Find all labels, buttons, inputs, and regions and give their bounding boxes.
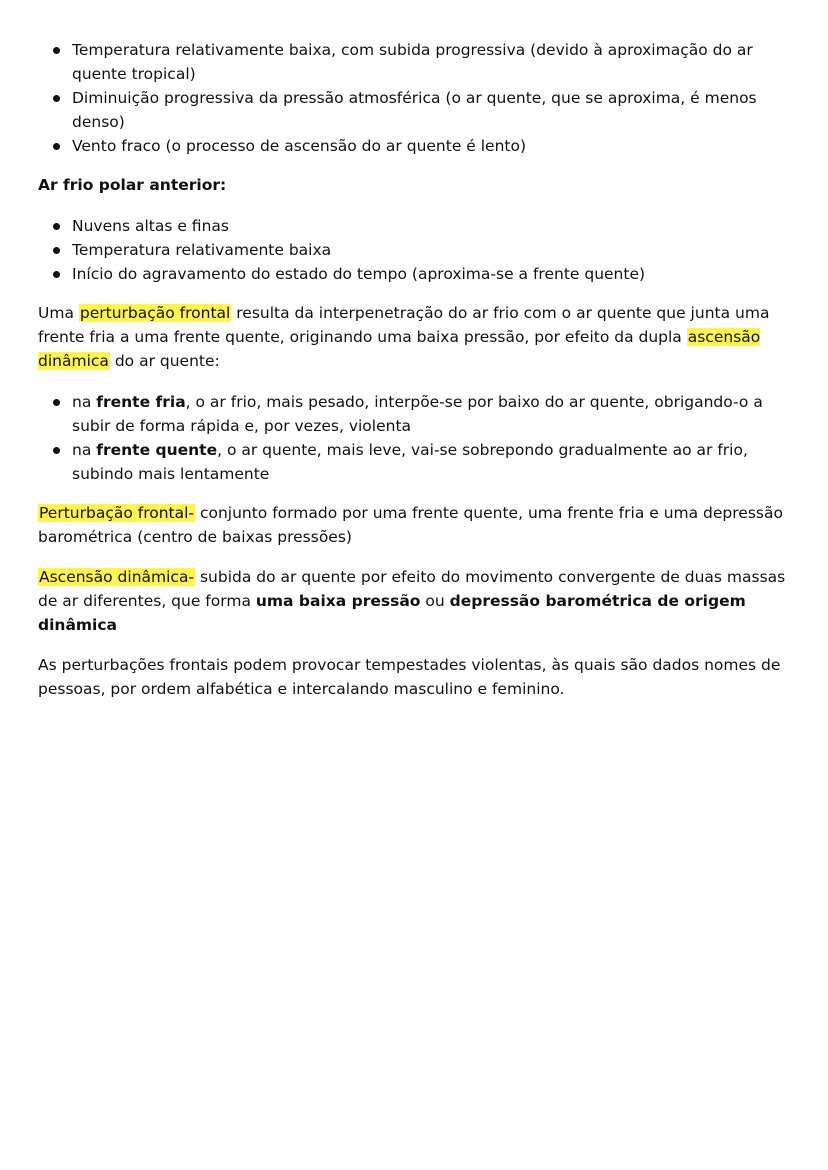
text-run: , o ar quente, mais leve, vai-se sobrepondo gradualmente ao ar frio, subindo mais lentamente	[72, 441, 748, 483]
intro-paragraph	[38, 301, 794, 373]
definition-perturbacao-frontal	[38, 501, 794, 549]
text-run: conjunto formado por uma frente quente, uma frente fria e uma depressão barométrica (centro de baixas pressões)	[38, 504, 783, 546]
text-run: na	[72, 441, 97, 459]
closing-paragraph: As perturbações frontais podem provocar tempestades violentas, às quais são dados nomes de pessoas, por ordem alfabética e intercalando masculino e feminino.	[38, 656, 781, 698]
bold-term: uma baixa pressão	[255, 592, 421, 610]
list-item	[38, 390, 794, 438]
list-item: Temperatura relativamente baixa, com subida progressiva (devido à aproximação do ar quente tropical)	[38, 38, 794, 86]
list-item: Vento fraco (o processo de ascensão do ar quente é lento)	[38, 134, 794, 158]
text-run: , o ar frio, mais pesado, interpõe-se por baixo do ar quente, obrigando-o a subir de forma rápida e, por vezes, violenta	[72, 393, 763, 435]
text-run: na	[72, 393, 97, 411]
text-run: ou	[420, 592, 450, 610]
document-page	[38, 38, 794, 701]
highlighted-term: ascensão dinâmica	[38, 328, 761, 370]
text-run: do ar quente:	[109, 352, 220, 370]
list-item: Início do agravamento do estado do tempo (aproxima-se a frente quente)	[38, 262, 794, 286]
definition-ascensao-dinamica	[38, 565, 794, 637]
section-heading-cold-air: Ar frio polar anterior:	[38, 176, 227, 194]
cold-air-characteristics-list	[38, 214, 794, 286]
highlighted-term: Ascensão dinâmica-	[39, 568, 195, 586]
fronts-list	[38, 390, 794, 486]
highlighted-term: perturbação frontal	[79, 304, 231, 322]
highlighted-term: Perturbação frontal-	[39, 504, 195, 522]
warm-air-characteristics-list	[38, 38, 794, 158]
list-item	[38, 438, 794, 486]
list-item: Diminuição progressiva da pressão atmosférica (o ar quente, que se aproxima, é menos denso)	[38, 86, 794, 134]
text-run: Uma	[38, 304, 79, 322]
list-item: Temperatura relativamente baixa	[38, 238, 794, 262]
bold-term: frente quente	[96, 441, 218, 459]
bold-term: frente fria	[96, 393, 186, 411]
text-run: subida do ar quente por efeito do movimento convergente de duas massas de ar diferentes, que forma	[38, 568, 786, 610]
text-run: resulta da interpenetração do ar frio com o ar quente que junta uma frente fria a uma frente quente, originando uma baixa pressão, por efeito da dupla	[38, 304, 770, 346]
bold-term: depressão barométrica de origem dinâmica	[38, 592, 746, 634]
list-item: Nuvens altas e finas	[38, 214, 794, 238]
